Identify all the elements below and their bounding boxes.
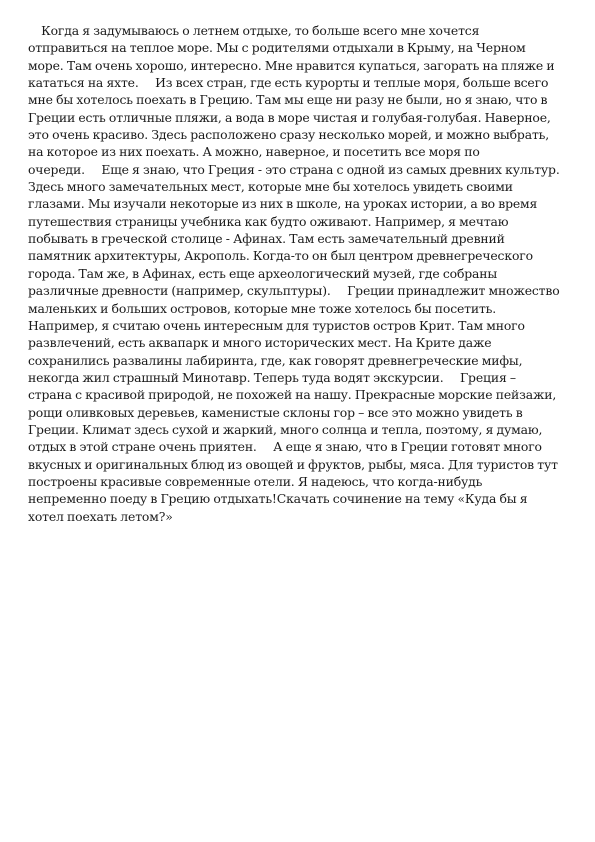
text-line: кататься на яхте. Из всех стран, где есть курорты и теплые моря, больше всего xyxy=(28,75,549,91)
text-line: это очень красиво. Здесь расположено сразу несколько морей, и можно выбрать, xyxy=(28,127,550,143)
text-line: непременно поеду в Грецию отдыхать!Скачать сочинение на тему «Куда бы я xyxy=(28,491,528,507)
text-line: Когда я задумываюсь о летнем отдыхе, то больше всего мне хочется xyxy=(28,23,480,38)
text-line: путешествия страницы учебника как будто оживают. Например, я мечтаю xyxy=(28,213,509,229)
text-line: рощи оливковых деревьев, каменистые склоны гор – все это можно увидеть в xyxy=(28,404,523,420)
text-line: мне бы хотелось поехать в Грецию. Там мы еще ни разу не были, но я знаю, что в xyxy=(28,92,548,108)
text-line: Здесь много замечательных мест, которые мне бы хотелось увидеть своими xyxy=(28,179,513,195)
text-line: Греции есть отличные пляжи, а вода в море чистая и голубая-голубая. Наверное, xyxy=(28,109,551,125)
text-line: города. Там же, в Афинах, есть еще археологический музей, где собраны xyxy=(28,265,498,281)
text-line: вкусных и оригинальных блюд из овощей и фруктов, рыбы, мяса. Для туристов тут xyxy=(28,456,558,472)
text-line: очереди. Еще я знаю, что Греция - это страна с одной из самых древних культур. xyxy=(28,161,560,177)
text-line: памятник архитектуры, Акрополь. Когда-то он был центром древнегреческого xyxy=(28,248,533,264)
text-line: различные древности (например, скульптуры). Греции принадлежит множество xyxy=(28,283,560,299)
text-line: сохранились развалины лабиринта, где, как говорят древнегреческие мифы, xyxy=(28,352,523,368)
text-line: некогда жил страшный Минотавр. Теперь туда водят экскурсии. Греция – xyxy=(28,369,516,385)
text-line: хотел поехать летом?» xyxy=(28,508,173,524)
text-line: маленьких и больших островов, которые мне тоже хотелось бы посетить. xyxy=(28,300,497,316)
essay-text xyxy=(28,22,572,525)
text-line: отдых в этой стране очень приятен. А еще я знаю, что в Греции готовят много xyxy=(28,439,542,455)
text-line: страна с красивой природой, не похожей на нашу. Прекрасные морские пейзажи, xyxy=(28,387,557,403)
text-line: на которое из них поехать. А можно, наверное, и посетить все моря по xyxy=(28,144,480,160)
text-line: отправиться на теплое море. Мы с родителями отдыхали в Крыму, на Черном xyxy=(28,40,526,56)
text-line: море. Там очень хорошо, интересно. Мне нравится купаться, загорать на пляже и xyxy=(28,57,555,73)
text-line: Греции. Климат здесь сухой и жаркий, много солнца и тепла, поэтому, я думаю, xyxy=(28,421,543,437)
text-line: побывать в греческой столице - Афинах. Там есть замечательный древний xyxy=(28,231,505,247)
text-line: Например, я считаю очень интересным для туристов остров Крит. Там много xyxy=(28,317,525,333)
text-line: построены красивые современные отели. Я надеюсь, что когда-нибудь xyxy=(28,473,483,489)
text-line: глазами. Мы изучали некоторые из них в школе, на уроках истории, а во время xyxy=(28,196,538,212)
text-line: развлечений, есть аквапарк и много исторических мест. На Крите даже xyxy=(28,335,492,351)
